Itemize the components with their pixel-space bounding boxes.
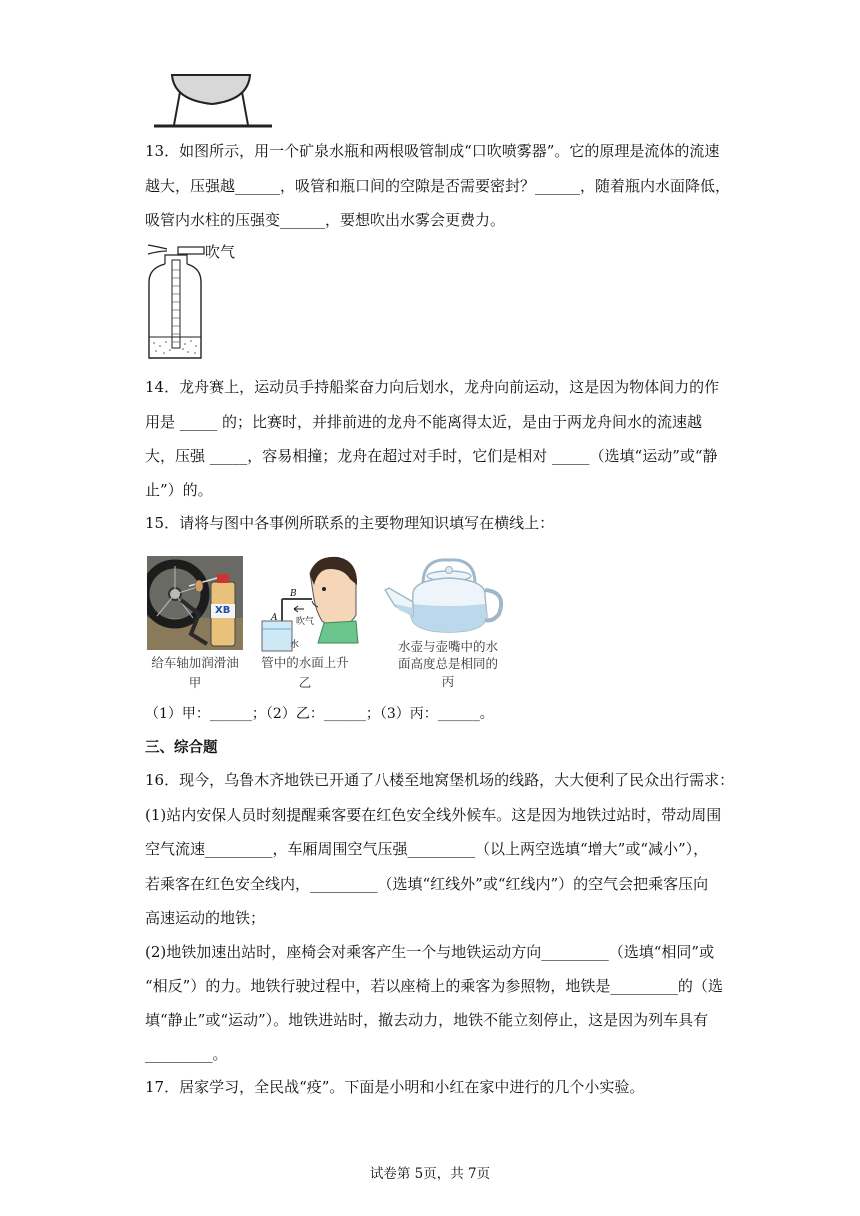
blow-air-label: 吹气 (205, 243, 236, 261)
q16-line-4: 若乘客在红色安全线内，_________（选填“红线外”或“红线内”）的空气会把乘客压向 (145, 875, 709, 893)
figure-jia-caption: 给车轴加润滑油 (151, 655, 239, 670)
q13-line-1: 13．如图所示，用一个矿泉水瓶和两根吸管制成“口吹喷雾器”。它的原理是流体的流速 (145, 142, 720, 160)
q15-answers: （1）甲：______；（2）乙：______；（3）丙：______。 (145, 706, 494, 722)
figure-jia-tag: 甲 (188, 675, 202, 690)
spray-can-label: XB (215, 605, 231, 616)
q16-line-6: (2)地铁加速出站时，座椅会对乘客产生一个与地铁运动方向_________（选填“相同”或 (145, 943, 715, 961)
q14-line-2: 用是 _____ 的；比赛时，并排前进的龙舟不能离得太近，是由于两龙舟间水的流速越 (145, 413, 703, 431)
q14-line-3: 大，压强 _____，容易相撞；龙舟在超过对手时，它们是相对 _____（选填“运动”或“静 (145, 447, 718, 465)
spray-bottle-drawing (145, 240, 255, 365)
page-footer: 试卷第 5页，共 7页 (369, 1166, 491, 1182)
straw-experiment-drawing (258, 555, 366, 655)
figure-bing-caption-1: 水壶与壶嘴中的水 (397, 639, 498, 654)
q16-line-5: 高速运动的地铁； (145, 909, 266, 927)
q16-line-1: 16．现今，乌鲁木齐地铁已开通了八楼至地窝堡机场的线路，大大便利了民众出行需求： (145, 771, 735, 789)
kettle-figure (383, 554, 511, 636)
q13-line-2: 越大，压强越______，吸管和瓶口间的空隙是否需要密封？______，随着瓶内水面降低， (145, 177, 731, 195)
label-b: B (290, 589, 297, 599)
q13-line-3: 吸管内水柱的压强变______，要想吹出水雾会更费力。 (145, 211, 506, 229)
figure-bing-tag: 丙 (441, 674, 455, 689)
label-blow: 吹气 (296, 617, 315, 627)
figure-yi (258, 555, 366, 655)
q16-line-7: “相反”）的力。地铁行驶过程中，若以座椅上的乘客为参照物，地铁是_________的（选 (145, 977, 723, 995)
figure-jia (147, 556, 243, 650)
q16-line-3: 空气流速_________，车厢周围空气压强_________（以上两空选填“增大”或“减小”）， (145, 840, 709, 858)
figure-yi-caption: 管中的水面上升 (261, 655, 349, 670)
q15-line: 15．请将与图中各事例所联系的主要物理知识填写在横线上： (145, 514, 555, 532)
q14-line-4: 止”）的。 (145, 481, 213, 499)
q17-line: 17．居家学习，全民战“疫”。下面是小明和小红在家中进行的几个小实验。 (145, 1078, 645, 1096)
label-water: 水 (290, 640, 300, 650)
figure-yi-tag: 乙 (298, 675, 312, 690)
q16-line-2: (1)站内安保人员时刻提醒乘客要在红色安全线外候车。这是因为地铁过站时，带动周围 (145, 806, 722, 824)
q14-line-1: 14．龙舟赛上，运动员手持船桨奋力向后划水，龙舟向前运动，这是因为物体间力的作 (145, 378, 720, 396)
q16-line-9: _________。 (145, 1045, 228, 1063)
section-3-title: 三、综合题 (145, 739, 218, 756)
q16-line-8: 填“静止”或“运动”）。地铁进站时，撤去动力，地铁不能立刻停止，这是因为列车具有 (145, 1011, 709, 1029)
bicycle-oil-photo (147, 556, 243, 650)
bowl-stand-figure (150, 70, 275, 132)
spray-bottle-figure (145, 240, 255, 365)
label-a: A (271, 613, 278, 623)
figure-bing-caption-2: 面高度总是相同的 (397, 656, 498, 671)
